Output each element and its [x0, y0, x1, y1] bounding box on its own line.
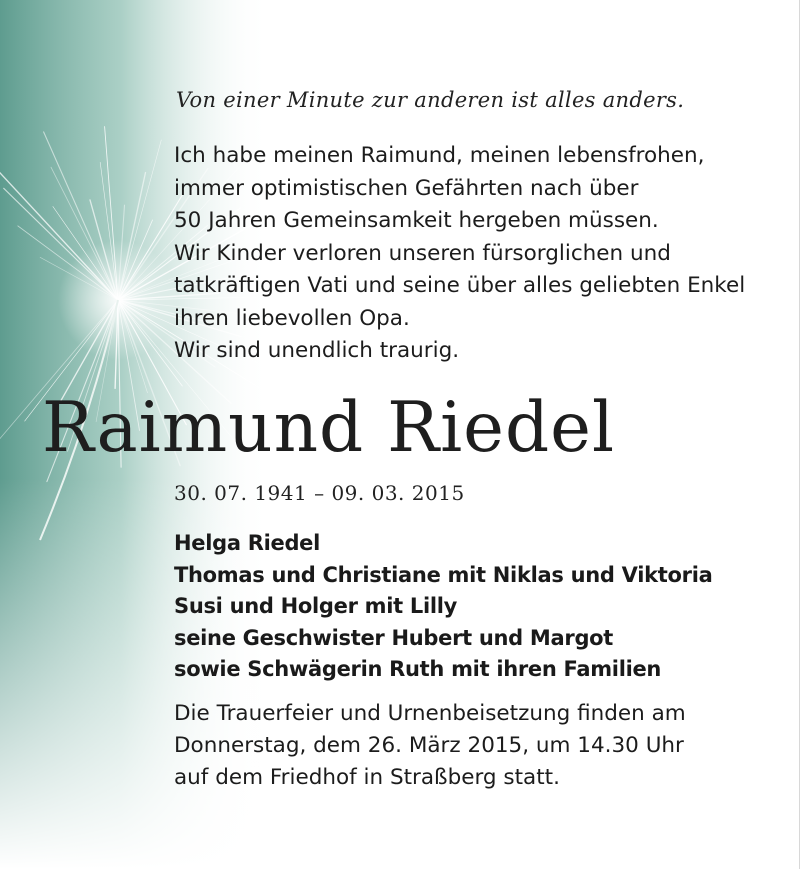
life-dates: 30. 07. 1941 – 09. 03. 2015	[174, 481, 465, 505]
mourner-line: seine Geschwister Hubert und Margot	[174, 625, 614, 650]
intro-line: Wir Kinder verloren unseren fürsorglichen und	[174, 240, 671, 266]
deceased-name: Raimund Riedel	[42, 388, 616, 468]
intro-line: Wir sind unendlich traurig.	[174, 338, 460, 363]
intro-line: Ich habe meinen Raimund, meinen lebensfrohen,	[174, 143, 705, 168]
intro-text	[174, 140, 774, 368]
mourners-list	[174, 528, 712, 686]
service-line: auf dem Friedhof in Straßberg statt.	[174, 765, 560, 790]
epigraph: Von einer Minute zur anderen ist alles anders.	[176, 88, 685, 112]
service-line: Die Trauerfeier und Urnenbeisetzung finden am	[174, 701, 686, 726]
intro-line: ihren liebevollen Opa.	[174, 305, 410, 331]
mourner-line: Helga Riedel	[174, 531, 321, 555]
service-line: Donnerstag, dem 26. März 2015, um 14.30 Uhr	[174, 733, 684, 758]
mourner-line: sowie Schwägerin Ruth mit ihren Familien	[174, 657, 662, 681]
intro-line: immer optimistischen Gefährten nach über	[174, 175, 639, 201]
funeral-service-info	[174, 698, 686, 794]
intro-line: tatkräftigen Vati und seine über alles geliebten Enkel	[174, 273, 746, 298]
intro-line: 50 Jahren Gemeinsamkeit hergeben müssen.	[174, 208, 659, 233]
mourner-line: Thomas und Christiane mit Niklas und Viktoria	[174, 562, 713, 587]
mourner-line: Susi und Holger mit Lilly	[174, 594, 458, 618]
